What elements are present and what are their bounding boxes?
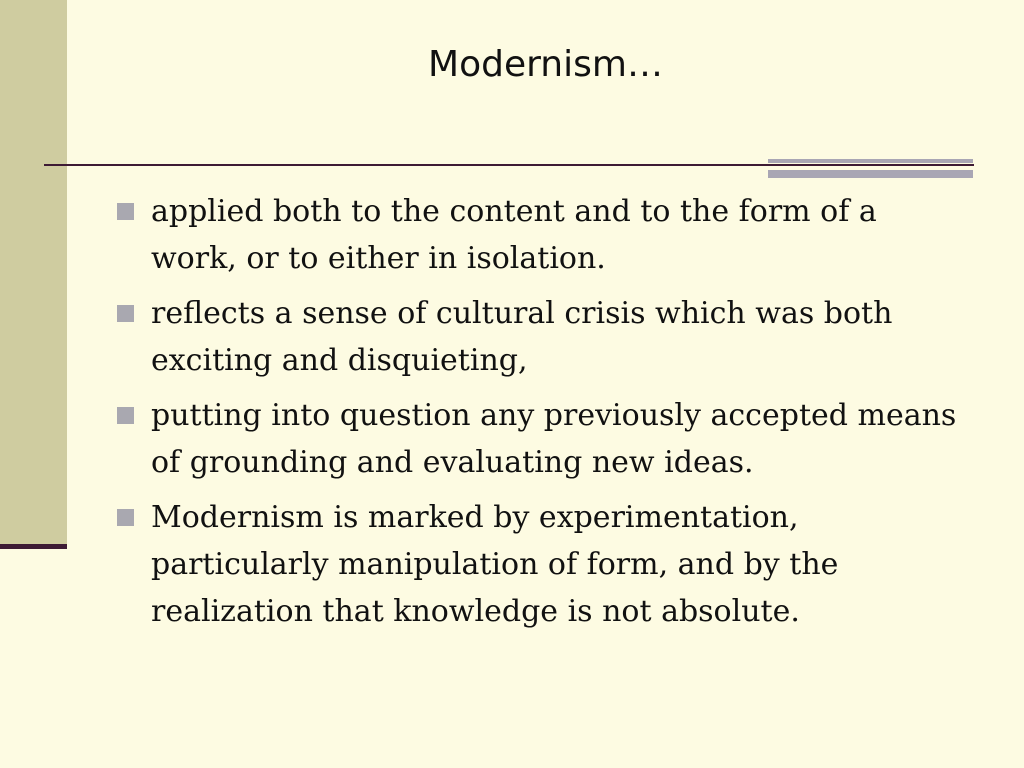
bullet-text: applied both to the content and to the form of a work, or to either in isolation.	[151, 194, 877, 276]
accent-stripe-top	[768, 159, 973, 163]
bullet-item	[110, 290, 970, 384]
accent-stripe-bottom	[768, 170, 973, 178]
square-bullet-icon	[117, 509, 134, 526]
bullet-item	[110, 494, 970, 635]
bullet-item	[110, 188, 970, 282]
square-bullet-icon	[117, 305, 134, 322]
title-accent-stripes	[768, 159, 973, 178]
slide-title: Modernism…	[428, 44, 663, 85]
square-bullet-icon	[117, 203, 134, 220]
left-decorative-bar	[0, 0, 67, 546]
bullet-text: reflects a sense of cultural crisis which was both exciting and disquieting,	[151, 296, 893, 378]
bullet-text: Modernism is marked by experimentation, particularly manipulation of form, and by the realization that knowledge is not absolute.	[151, 500, 839, 629]
bullet-text: putting into question any previously accepted means of grounding and evaluating new ideas.	[151, 398, 957, 480]
bullet-item	[110, 392, 970, 486]
left-bar-underline	[0, 544, 67, 549]
square-bullet-icon	[117, 407, 134, 424]
bullet-list	[110, 188, 970, 643]
